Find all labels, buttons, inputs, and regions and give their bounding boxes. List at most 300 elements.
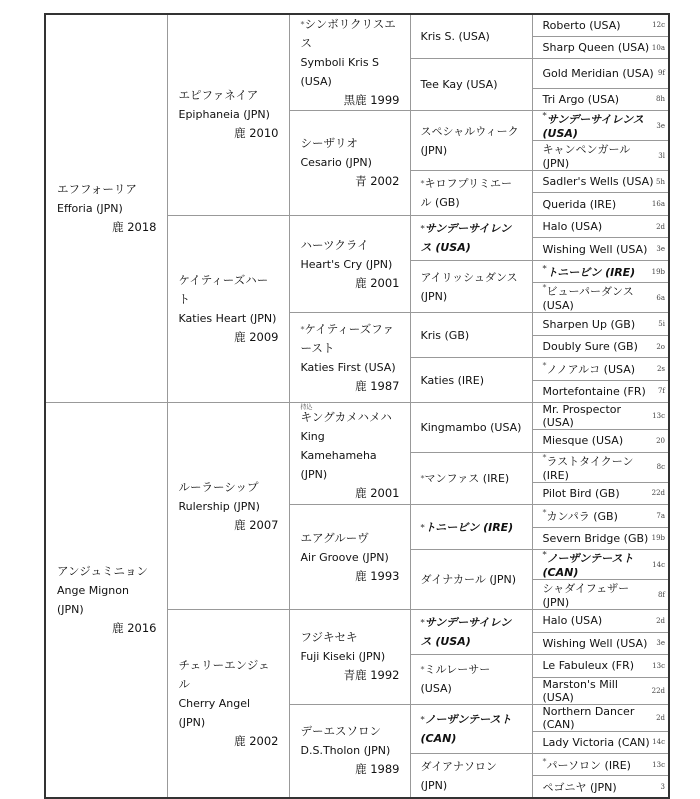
horse-color-year: 鹿 2001 [355,275,400,290]
horse-name-en: Katies Heart (JPN) [178,312,277,326]
gen5-horse-cell [532,753,669,775]
family-number: 19b [651,267,665,276]
family-number: 3e [656,639,665,648]
gen4-horse-cell [410,215,532,260]
horse-name-en: Efforia (JPN) [57,202,123,216]
horse-name-wrap [543,508,618,524]
horse-name: キャンペンガール (JPN) [542,143,631,170]
horse-name-wrap [543,175,654,188]
horse-name: ミルレーサー (USA) [420,663,491,696]
gen5-horse [533,318,669,331]
horse-name-jp [301,15,400,53]
family-number: 5i [658,320,665,329]
horse-name-jp-text: ルーラーシップ [178,479,259,494]
gen5-horse [533,614,669,627]
horse-name: Severn Bridge (GB) [542,531,649,545]
family-number: 8h [656,95,665,104]
pedigree-row [45,403,669,430]
horse-name-wrap [543,453,657,482]
gen5-horse [533,705,669,731]
horse-name-wrap [543,637,648,650]
horse-name-wrap [543,678,652,704]
horse-name-wrap [543,550,653,579]
gen5-horse [533,580,669,609]
gen5-horse-cell [532,171,669,193]
family-number: 14c [652,738,665,747]
horse-name: Katies (IRE) [420,373,485,387]
gen4-horse-cell [410,505,532,550]
gen3-horse [290,405,410,503]
imported-mark: * [542,507,547,517]
gen2-horse [168,656,289,751]
gen5-horse [533,453,669,482]
horse-name-jp-text: エフフォーリア [57,182,137,197]
horse-name: ビューパーダンス (USA) [542,285,634,313]
gen5-horse [533,340,669,353]
horse-name: アイリッシュダンス (JPN) [420,270,518,303]
gen4-horse [411,757,532,795]
family-number: 13c [652,760,665,769]
gen4-horse [411,518,532,537]
horse-name: ペゴニヤ (JPN) [542,780,617,794]
horse-name: Sharpen Up (GB) [542,317,636,331]
family-number: 9f [657,69,665,78]
imported-mark: * [300,324,305,334]
family-number: 8c [656,463,665,472]
gen5-horse [533,41,669,54]
horse-name: Mr. Prospector (USA) [542,403,622,430]
gen1-horse-cell [45,403,167,799]
imported-mark: * [420,618,425,628]
gen4-horse [411,326,532,345]
gen5-horse-cell [532,527,669,549]
family-number: 3e [656,121,665,130]
horse-name-jp-text: アンジュミニョン [57,564,149,579]
gen2-horse [168,271,289,347]
gen5-horse-cell [532,193,669,215]
horse-name-en: Fuji Kiseki (JPN) [300,650,386,664]
gen5-horse [533,434,669,447]
gen3-horse-cell [289,610,410,704]
gen4-horse [411,219,532,257]
family-number: 7f [657,387,665,396]
gen5-horse [533,403,669,429]
horse-name: Pilot Bird (GB) [542,486,620,500]
horse-color-year: 鹿 2007 [234,517,279,532]
gen5-horse [533,198,669,211]
horse-name-jp [301,134,400,153]
family-number: 2s [656,365,665,374]
horse-name-en: Air Groove (JPN) [300,550,389,564]
gen3-horse-cell [289,14,410,111]
imported-mark: * [420,223,425,233]
family-number: 13c [652,412,665,421]
gen2-horse-cell [167,610,289,799]
gen4-horse [411,268,532,306]
gen3-horse-cell [289,215,410,312]
horse-name: Marston's Mill (USA) [542,677,618,704]
gen4-horse [411,75,532,94]
horse-name-jp [301,529,400,548]
horse-name-wrap [543,580,658,609]
horse-name-jp [301,722,400,741]
horse-name-jp-text: フジキセキ [300,630,358,645]
family-number: 6a [656,293,665,302]
gen3-horse-cell [289,313,410,403]
horse-name-wrap [543,403,653,429]
imported-mark: * [420,473,425,483]
gen5-horse [533,283,669,312]
horse-name-wrap [543,385,646,398]
horse-name-wrap [543,757,631,773]
horse-name-wrap [543,19,621,32]
horse-color-year: 鹿 2009 [234,330,279,345]
gen5-horse-cell [532,655,669,677]
horse-name-wrap [543,283,657,312]
gen4-horse [411,27,532,46]
horse-name: サンデーサイレンス (USA) [542,113,644,140]
gen4-horse [411,371,532,390]
gen5-horse-cell [532,335,669,357]
horse-name-jp [301,236,400,255]
horse-name-wrap [543,111,657,140]
horse-name-wrap [543,243,648,256]
gen3-horse [290,722,410,779]
gen5-horse-cell [532,111,669,141]
gen3-horse-cell [289,505,410,610]
horse-name: Lady Victoria (CAN) [542,735,650,749]
horse-name-jp [301,628,400,647]
horse-name: Kingmambo (USA) [420,420,522,434]
gen5-horse-cell [532,238,669,260]
horse-name: Le Fabuleux (FR) [542,659,635,673]
gen5-horse-cell [532,260,669,282]
gen5-horse-cell [532,632,669,654]
horse-name-jp-text: エアグルーヴ [300,530,369,545]
horse-name-en: Cherry Angel (JPN) [178,697,251,730]
gen4-horse-cell [410,403,532,452]
horse-name: Kris (GB) [420,328,470,342]
horse-name: ダイアナソロン (JPN) [420,759,497,792]
gen3-horse [290,134,410,191]
family-number: 20 [656,436,665,445]
horse-name: サンデーサイレンス (USA) [420,221,512,254]
family-number: 19b [651,534,665,543]
gen3-horse-cell [289,704,410,798]
horse-name-wrap [543,361,636,377]
horse-name: マンファス (IRE) [424,471,510,485]
family-number: 13c [652,661,665,670]
horse-name: Querida (IRE) [542,197,617,211]
horse-name-wrap [543,434,624,447]
imported-mark: * [542,283,547,293]
imported-mark: * [420,665,425,675]
gen2-horse-cell [167,403,289,610]
gen4-horse-cell [410,59,532,111]
gen4-horse-cell [410,171,532,216]
gen5-horse-cell [532,88,669,110]
horse-name-en: Katies First (USA) [300,360,396,374]
gen5-horse-cell [532,313,669,335]
horse-name-jp [301,405,400,427]
gen4-horse-cell [410,260,532,312]
imported-mark: * [542,550,547,560]
gen5-horse [533,175,669,188]
horse-name-wrap [543,41,650,54]
horse-name: Tri Argo (USA) [542,92,620,106]
horse-name: カンパラ (GB) [546,509,618,523]
gen4-horse-cell [410,111,532,171]
horse-name-jp [179,478,279,497]
gen4-horse-cell [410,358,532,403]
family-number: 16a [651,200,665,209]
gen5-horse-cell [532,610,669,632]
gen5-horse [533,678,669,704]
gen5-horse-cell [532,59,669,88]
gen3-horse [290,236,410,293]
horse-name: Wishing Well (USA) [542,242,648,256]
horse-name: Gold Meridian (USA) [542,66,654,80]
horse-name-jp-text: ケイティーズファースト [300,321,394,355]
horse-name-wrap [543,340,638,353]
horse-name-wrap [543,198,617,211]
horse-name: Tee Kay (USA) [420,78,498,92]
family-number: 7a [656,511,665,520]
horse-name-wrap [543,67,654,80]
horse-name-en: Epiphaneia (JPN) [178,108,270,122]
horse-name-jp [57,562,157,581]
gen1-horse [46,562,167,638]
gen2-horse-cell [167,215,289,402]
horse-name: ダイナカール (JPN) [420,573,517,587]
horse-name-wrap [543,93,620,106]
horse-name-jp [57,180,157,199]
imported-mark: * [542,452,547,462]
gen2-horse [168,478,289,535]
horse-name-wrap [543,532,649,545]
horse-name-en: King Kamehameha (JPN) [300,429,377,481]
horse-color-year: 鹿 2001 [355,485,400,500]
horse-name-jp [301,320,400,358]
family-number: 8f [657,590,665,599]
gen3-horse [290,320,410,396]
horse-color-year: 鹿 2018 [112,220,157,235]
imported-mark: * [420,178,425,188]
horse-name: トニービン (IRE) [546,265,636,279]
gen5-horse [533,508,669,524]
horse-name: Miesque (USA) [542,434,624,448]
gen5-horse-cell [532,704,669,731]
gen2-horse [168,86,289,143]
horse-name-en: Cesario (JPN) [300,156,372,170]
gen5-horse [533,243,669,256]
horse-color-year: 鹿 2016 [112,621,157,636]
gen4-horse [411,122,532,160]
imported-mark: * [300,20,305,29]
gen5-horse-cell [532,677,669,704]
horse-name-wrap [543,141,659,170]
imported-mark: * [420,714,425,724]
horse-name-wrap [543,659,635,672]
gen5-horse-cell [532,430,669,452]
horse-name-wrap [543,264,636,280]
gen4-horse-cell [410,550,532,610]
gen5-horse [533,19,669,32]
gen5-horse [533,264,669,280]
horse-name-jp-text: エピファネイア [178,88,259,103]
gen5-horse-cell [532,452,669,482]
gen5-horse [533,385,669,398]
gen4-horse [411,174,532,212]
gen5-horse-cell [532,482,669,504]
gen5-horse [533,487,669,500]
horse-color-year: 鹿 2002 [234,734,279,749]
imported-mark: * [542,263,547,273]
gen5-horse [533,659,669,672]
horse-name-jp-text: チェリーエンジェル [178,658,270,692]
horse-name: Sharp Queen (USA) [542,41,650,55]
horse-name-wrap [543,614,603,627]
gen4-horse [411,570,532,589]
gen5-horse-cell [532,731,669,753]
horse-name-jp-text: ハーツクライ [300,237,369,252]
horse-name-en: D.S.Tholon (JPN) [300,744,391,758]
horse-name-jp-text: キングカメハメハ [300,409,392,424]
horse-color-year: 鹿 2010 [234,126,279,141]
horse-color-year: 鹿 1993 [355,568,400,583]
horse-name: Roberto (USA) [542,18,621,32]
horse-name: Halo (USA) [542,220,603,234]
horse-name: ノーザンテースト (CAN) [420,712,512,745]
gen5-horse-cell [532,36,669,58]
horse-name-en: Symboli Kris S (USA) [300,56,380,88]
horse-name: ラストタイクーン (IRE) [542,454,634,482]
gen5-horse-cell [532,403,669,430]
pedigree-row [45,14,669,36]
imported-mark: * [420,522,425,532]
gen4-horse-cell [410,655,532,704]
horse-name: Northern Dancer (CAN) [542,704,635,731]
horse-name: ノーザンテースト (CAN) [542,552,634,580]
gen5-horse [533,779,669,795]
gen5-horse [533,361,669,377]
family-number: 2d [656,713,665,722]
horse-color-year: 鹿 1989 [355,762,400,777]
imported-mark: * [542,111,547,120]
gen5-horse-cell [532,550,669,580]
horse-name: キロフプリミエール (GB) [420,176,513,209]
gen5-horse [533,532,669,545]
horse-name: Kris S. (USA) [420,30,490,44]
family-number: 22d [651,489,665,498]
family-number: 3e [656,245,665,254]
imported-mark: * [542,756,547,766]
gen3-horse-cell [289,111,410,216]
gen5-horse [533,141,669,170]
horse-name-wrap [543,220,603,233]
gen5-horse-cell [532,14,669,36]
gen1-horse [46,180,167,237]
horse-name: Halo (USA) [542,614,603,628]
gen5-horse [533,220,669,233]
gen4-horse-cell [410,452,532,504]
gen5-horse [533,637,669,650]
gen4-horse [411,469,532,488]
gen5-horse [533,736,669,749]
family-number: 12c [652,21,665,30]
family-number: 5h [656,177,665,186]
family-number: 2d [656,222,665,231]
gen2-horse-cell [167,14,289,215]
gen4-horse [411,660,532,698]
horse-name-wrap [543,318,636,331]
family-number: 10a [651,43,665,52]
gen5-horse [533,111,669,140]
family-number: 3l [658,151,665,160]
horse-name: トニービン (IRE) [424,520,514,534]
horse-name-jp-text: シンボリクリスエス [300,17,396,50]
gen4-horse-cell [410,313,532,358]
horse-name-en: Ange Mignon (JPN) [57,584,129,617]
gen5-horse-cell [532,380,669,402]
horse-name: シャダイフェザー (JPN) [542,582,630,610]
horse-name-jp-text: シーザリオ [300,136,358,151]
family-number: 3 [660,782,665,791]
gen4-horse [411,710,532,748]
family-number: 2d [656,616,665,625]
gen5-horse [533,93,669,106]
gen5-horse-cell [532,505,669,527]
gen5-horse-cell [532,358,669,380]
gen5-horse-cell [532,283,669,313]
gen5-horse [533,757,669,773]
pedigree-table [44,13,670,799]
gen3-horse [290,628,410,685]
horse-name-jp-text: デーエスソロン [300,724,381,739]
horse-name-en: Rulership (JPN) [178,499,260,513]
horse-name-jp [179,656,279,694]
gen3-horse [290,15,410,110]
horse-name-wrap [543,736,650,749]
horse-color-year: 青鹿 1992 [343,668,400,683]
horse-name-wrap [543,705,657,731]
horse-name-jp-text: ケイティーズハート [178,273,269,307]
horse-name: Doubly Sure (GB) [542,340,638,354]
horse-name-wrap [543,487,620,500]
family-number: 22d [651,686,665,695]
horse-name-jp [179,86,279,105]
horse-name-wrap [543,779,617,795]
gen4-horse [411,613,532,651]
imported-mark: * [542,361,547,371]
horse-name: Sadler's Wells (USA) [542,175,654,189]
horse-color-year: 青 2002 [355,174,400,189]
horse-name: Wishing Well (USA) [542,636,648,650]
horse-name: パーソロン (IRE) [546,758,631,772]
gen5-horse-cell [532,776,669,798]
gen4-horse-cell [410,14,532,59]
import-note: 持込 [300,403,313,411]
gen1-horse-cell [45,14,167,403]
gen3-horse [290,529,410,586]
horse-name: ノノアルコ (USA) [546,363,636,377]
horse-name-en: Heart's Cry (JPN) [300,257,393,271]
horse-name: スペシャルウィーク (JPN) [420,124,519,157]
horse-name-jp [179,271,279,309]
gen5-horse-cell [532,141,669,171]
gen4-horse [411,418,532,437]
gen5-horse-cell [532,215,669,237]
